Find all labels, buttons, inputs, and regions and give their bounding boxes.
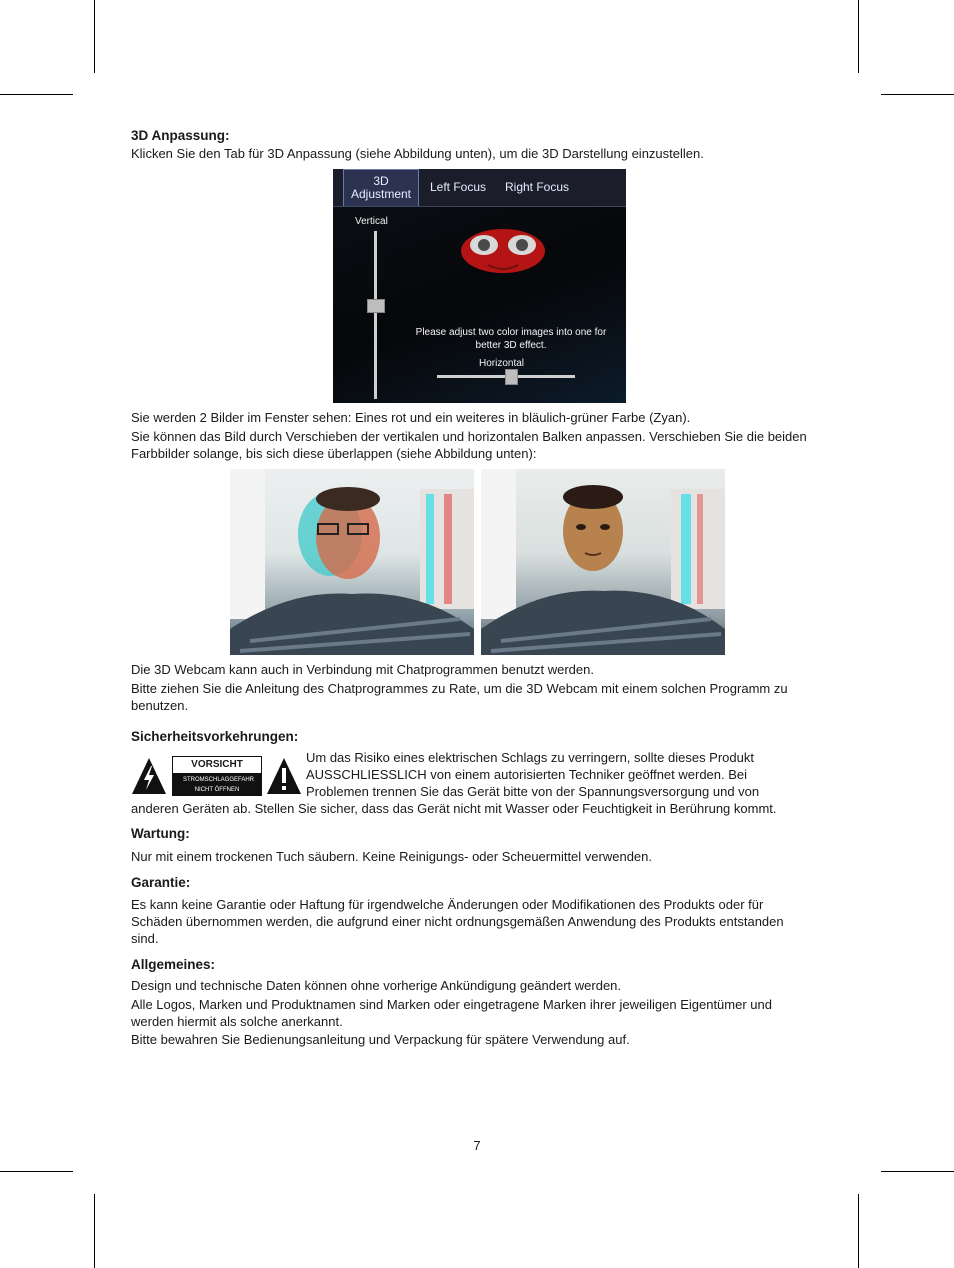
warranty-heading: Garantie: <box>131 875 191 890</box>
vertical-label: Vertical <box>355 216 388 227</box>
maintenance-heading: Wartung: <box>131 826 190 841</box>
chat-text: Die 3D Webcam kann auch in Verbindung mit Chatprogrammen benutzt werden. <box>131 662 594 677</box>
two-images-text: Sie werden 2 Bilder im Fenster sehen: Eines rot und ein weiteres in bläulich-grüner Farbe (Zyan). <box>131 410 691 425</box>
instruction-message: Please adjust two color images into one for better 3D effect. <box>415 327 607 351</box>
vertical-slider-track <box>374 231 377 399</box>
exclamation-warning-icon <box>266 756 302 796</box>
anaglyph-photo-after <box>481 469 725 655</box>
intro-text: Klicken Sie den Tab für 3D Anpassung (siehe Abbildung unten), um die 3D Darstellung einzustellen. <box>131 146 704 161</box>
tab-right-focus: Right Focus <box>504 180 570 194</box>
general-heading: Allgemeines: <box>131 957 216 972</box>
crop-mark <box>94 0 95 73</box>
page-number: 7 <box>473 1138 481 1153</box>
vertical-slider-thumb <box>367 299 385 313</box>
maintenance-text: Nur mit einem trockenen Tuch säubern. Keine Reinigungs- oder Scheuermittel verwenden. <box>131 849 652 864</box>
adjust-text: Sie können das Bild durch Verschieben der vertikalen und horizontalen Balken anpassen. Verschieben Sie die beiden Farbbilder solange, bis sich diese überlappen (siehe Abbildung unten): <box>131 429 807 461</box>
caution-label <box>131 756 301 796</box>
tab-left-focus: Left Focus <box>429 180 487 194</box>
safety-heading: Sicherheitsvorkehrungen: <box>131 729 299 744</box>
crop-mark <box>858 0 859 73</box>
crop-mark <box>0 94 73 95</box>
adjustment-screenshot <box>333 169 626 403</box>
chat-guide-text: Bitte ziehen Sie die Anleitung des Chatprogrammes zu Rate, um die 3D Webcam mit einem solchen Programm zu benutzen. <box>131 681 788 713</box>
crop-mark <box>881 1171 954 1172</box>
anaglyph-photo-before <box>230 469 474 655</box>
crop-mark <box>858 1194 859 1268</box>
safety-text-line-3: Problemen trennen Sie das Gerät bitte von der Spannungsversorgung und von <box>306 784 760 799</box>
warranty-text: Es kann keine Garantie oder Haftung für irgendwelche Änderungen oder Modifikationen des Produkts oder für Schäden übernommen werden, die aufgrund einer nicht ordnungsgemäßen Anwendung des Produkts entstanden sind. <box>131 897 784 946</box>
general-line-3: Bitte bewahren Sie Bedienungsanleitung und Verpackung für spätere Verwendung auf. <box>131 1032 630 1047</box>
general-line-1: Design und technische Daten können ohne vorherige Ankündigung geändert werden. <box>131 978 622 993</box>
horizontal-label: Horizontal <box>479 358 525 369</box>
horizontal-slider-thumb <box>505 369 518 385</box>
caution-box <box>172 756 262 796</box>
lightning-warning-icon <box>131 756 167 796</box>
anaglyph-face-icon <box>458 221 548 281</box>
safety-text-last: anderen Geräten ab. Stellen Sie sicher, dass das Gerät nicht mit Wasser oder Feuchtigkeit in Berührung kommt. <box>131 801 777 816</box>
general-line-2: Alle Logos, Marken und Produktnamen sind Marken oder eingetragene Marken ihrer jeweiligen Eigentümer und werden hiermit als solche anerkannt. <box>131 997 772 1029</box>
caution-subtitle: STROMSCHLAGGEFAHR NICHT ÖFFNEN <box>173 774 261 796</box>
safety-text-line-2: AUSSCHLIESSLICH von einem autorisierten Techniker geöffnet werden. Bei <box>306 767 748 782</box>
crop-mark <box>0 1171 73 1172</box>
caution-title-bar: VORSICHT <box>173 757 261 774</box>
tab-3d-adjustment: 3D Adjustment <box>343 169 419 206</box>
crop-mark <box>881 94 954 95</box>
safety-text-line-1: Um das Risiko eines elektrischen Schlags zu verringern, sollte dieses Produkt <box>306 750 754 765</box>
section-heading-3d: 3D Anpassung: <box>131 128 230 143</box>
crop-mark <box>94 1194 95 1268</box>
